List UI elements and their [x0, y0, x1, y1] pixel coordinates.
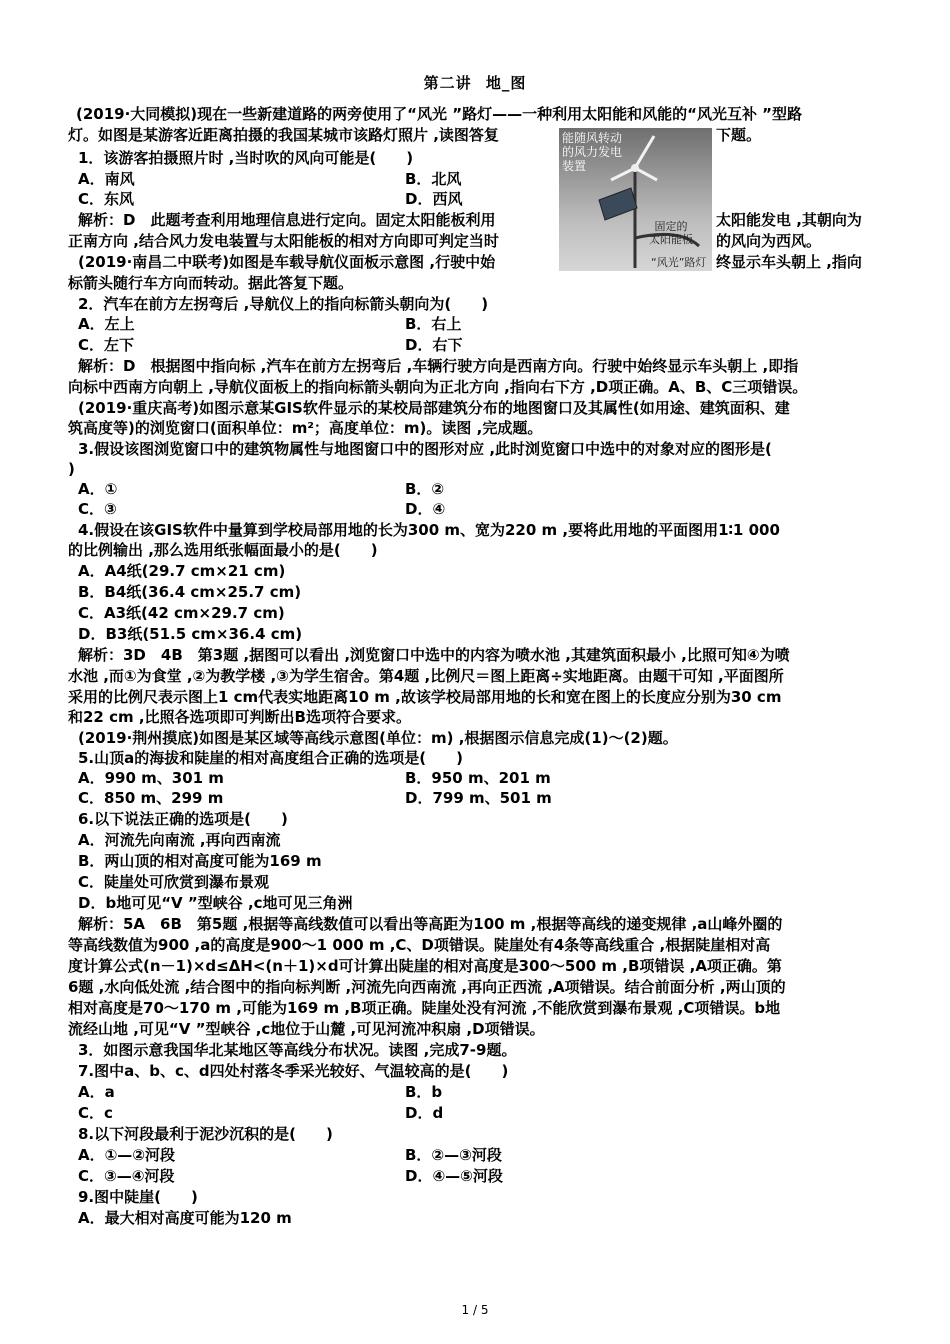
- question-2: 2．汽车在前方左拐弯后 ,导航仪上的指向标箭头朝向为( ): [78, 295, 489, 313]
- q2-option-d: D．右下: [405, 336, 463, 354]
- q8-option-a: A．①—②河段: [78, 1146, 176, 1164]
- question-9: 9.图中陡崖( ): [78, 1188, 198, 1206]
- page-title: [0, 72, 950, 93]
- q5-option-c: C．850 m、299 m: [78, 789, 224, 807]
- stem-1-line-2b: 下题。: [716, 126, 762, 144]
- q9-option-a: A．最大相对高度可能为120 m: [78, 1209, 292, 1227]
- q7-option-d: D．d: [405, 1104, 444, 1122]
- stem-7: 3．如图示意我国华北某地区等高线分布状况。读图 ,完成7-9题。: [78, 1041, 517, 1059]
- q6-option-a: A．河流先向南流 ,再向西南流: [78, 831, 281, 849]
- stem-3b: 筑高度等)的浏览窗口(面积单位：m²；高度单位：m)。读图 ,完成题。: [68, 419, 543, 437]
- q8-option-d: D．④—⑤河段: [405, 1167, 503, 1185]
- explanation-1b: 太阳能发电 ,其朝向为: [716, 211, 862, 229]
- q4-option-d: D．B3纸(51.5 cm×36.4 cm): [78, 625, 303, 643]
- explanation-56b: 等高线数值为900 ,a的高度是900～1 000 m ,C、D项错误。陡崖处有4条等高线重合 ,根据陡崖相对高: [68, 936, 771, 954]
- explanation-1c: 正南方向 ,结合风力发电装置与太阳能板的相对方向即可判定当时: [68, 232, 499, 250]
- stem-1-line-1: (2019·大同模拟)现在一些新建道路的两旁使用了“风光 ”路灯——一种利用太阳能和风能的“风光互补 ”型路: [76, 105, 803, 123]
- q3-option-d: D．④: [405, 500, 446, 518]
- photo-label-line: 能随风转动: [562, 131, 623, 145]
- stem-5: (2019·荆州摸底)如图是某区域等高线示意图(单位：m) ,根据图示信息完成(1)～(2)题。: [78, 729, 678, 747]
- photo-label-line: 固定的: [654, 220, 688, 233]
- q4-option-c: C．A3纸(42 cm×29.7 cm): [78, 604, 285, 622]
- explanation-2b: 向标中西南方向朝上 ,导航仪面板上的指向标箭头朝向为正北方向 ,指向右下方 ,D项正确。A、B、C三项错误。: [68, 378, 808, 396]
- question-5: 5.山顶a的海拔和陡崖的相对高度组合正确的选项是( ): [78, 749, 463, 767]
- explanation-34b: 水池 ,而①为食堂 ,②为教学楼 ,③为学生宿舍。第4题 ,比例尺＝图上距离÷实地距离。由题干可知 ,平面图所: [68, 667, 784, 685]
- q3-option-a: A．①: [78, 480, 118, 498]
- photo-label-line: 装置: [562, 159, 587, 173]
- question-3b: ): [68, 460, 75, 478]
- explanation-34c: 采用的比例尺表示图上1 cm代表实地距离10 m ,故该学校局部用地的长和宽在图上的长度应分别为30 cm: [68, 688, 782, 706]
- explanation-1a: 解析：D 此题考查利用地理信息进行定向。固定太阳能板利用: [78, 211, 496, 229]
- q6-option-b: B．两山顶的相对高度可能为169 m: [78, 852, 322, 870]
- question-8: 8.以下河段最利于泥沙沉积的是( ): [78, 1125, 333, 1143]
- q5-option-a: A．990 m、301 m: [78, 769, 224, 787]
- question-3a: 3.假设该图浏览窗口中的建筑物属性与地图窗口中的图形对应 ,此时浏览窗口中选中的对象对应的图形是(: [78, 440, 772, 458]
- q4-option-a: A．A4纸(29.7 cm×21 cm): [78, 562, 286, 580]
- q1-option-b: B．北风: [405, 170, 462, 188]
- q2-option-b: B．右上: [405, 315, 462, 333]
- q2-option-a: A．左上: [78, 315, 135, 333]
- stem-2b: 终显示车头朝上 ,指向: [716, 253, 862, 271]
- question-1: 1．该游客拍摄照片时 ,当时吹的风向可能是( ): [78, 149, 414, 167]
- q8-option-b: B．②—③河段: [405, 1146, 502, 1164]
- q1-option-d: D．西风: [405, 190, 463, 208]
- question-4a: 4.假设在该GIS软件中量算到学校局部用地的长为300 m、宽为220 m ,要将此用地的平面图用1∶1 000: [78, 521, 780, 539]
- explanation-56e: 相对高度是70～170 m ,可能为169 m ,B项正确。陡崖处没有河流 ,不能欣赏到瀑布景观 ,C项错误。b地: [68, 999, 781, 1017]
- q5-option-d: D．799 m、501 m: [405, 789, 552, 807]
- explanation-34a: 解析：3D 4B 第3题 ,据图可以看出 ,浏览窗口中选中的内容为喷水池 ,其建筑面积最小 ,比照可知④为喷: [78, 646, 790, 664]
- q5-option-b: B．950 m、201 m: [405, 769, 551, 787]
- q4-option-b: B．B4纸(36.4 cm×25.7 cm): [78, 583, 302, 601]
- q2-option-c: C．左下: [78, 336, 135, 354]
- q6-option-c: C．陡崖处可欣赏到瀑布景观: [78, 873, 270, 891]
- question-4b: 的比例输出 ,那么选用纸张幅面最小的是( ): [68, 541, 378, 559]
- q7-option-a: A．a: [78, 1083, 115, 1101]
- street-lamp-photo: [559, 128, 712, 271]
- q8-option-c: C．③—④河段: [78, 1167, 175, 1185]
- explanation-56c: 度计算公式(n－1)×d≤ΔH<(n＋1)×d可计算出陡崖的相对高度是300～500 m ,B项错误 ,A项正确。第: [68, 957, 782, 975]
- explanation-2a: 解析：D 根据图中指向标 ,汽车在前方左拐弯后 ,车辆行驶方向是西南方向。行驶中始终显示车头朝上 ,即指: [78, 357, 799, 375]
- q6-option-d: D．b地可见“V ”型峡谷 ,c地可见三角洲: [78, 894, 353, 912]
- question-6: 6.以下说法正确的选项是( ): [78, 810, 288, 828]
- q3-option-b: B．②: [405, 480, 445, 498]
- q3-option-c: C．③: [78, 500, 117, 518]
- explanation-56d: 6题 ,水向低处流 ,结合图中的指向标判断 ,河流先向西南流 ,再向正西流 ,A项错误。结合前面分析 ,两山顶的: [68, 978, 786, 996]
- photo-label-turbine: [562, 131, 622, 173]
- explanation-56f: 流经山地 ,可见“V ”型峡谷 ,c地位于山麓 ,可见河流冲积扇 ,D项错误。: [68, 1020, 545, 1038]
- explanation-34d: 和22 cm ,比照各选项即可判断出B选项符合要求。: [68, 708, 411, 726]
- q7-option-c: C．c: [78, 1104, 113, 1122]
- photo-label-panel: [649, 220, 693, 246]
- photo-label-line: 太阳能板: [649, 233, 693, 246]
- stem-1-line-2a: 灯。如图是某游客近距离拍摄的我国某城市该路灯照片 ,读图答复: [68, 126, 499, 144]
- explanation-1d: 的风向为西风。: [716, 232, 822, 250]
- question-7: 7.图中a、b、c、d四处村落冬季采光较好、气温较高的是( ): [78, 1062, 509, 1080]
- photo-caption: “风光”路灯: [651, 256, 707, 269]
- photo-label-line: 的风力发电: [562, 145, 623, 159]
- q1-option-a: A．南风: [78, 170, 135, 188]
- stem-3a: (2019·重庆高考)如图示意某GIS软件显示的某校局部建筑分布的地图窗口及其属性(如用途、建筑面积、建: [78, 399, 790, 417]
- q1-option-c: C．东风: [78, 190, 135, 208]
- page-number: 1 / 5: [461, 1303, 489, 1317]
- title-lecture: 第二讲: [423, 74, 472, 92]
- explanation-56a: 解析：5A 6B 第5题 ,根据等高线数值可以看出等高距为100 m ,根据等高线的递变规律 ,a山峰外圈的: [78, 915, 783, 933]
- stem-2a: (2019·南昌二中联考)如图是车载导航仪面板示意图 ,行驶中始: [78, 253, 496, 271]
- stem-2c: 标箭头随行车方向而转动。据此答复下题。: [68, 274, 354, 292]
- q7-option-b: B．b: [405, 1083, 443, 1101]
- title-topic: 地_图: [485, 74, 527, 92]
